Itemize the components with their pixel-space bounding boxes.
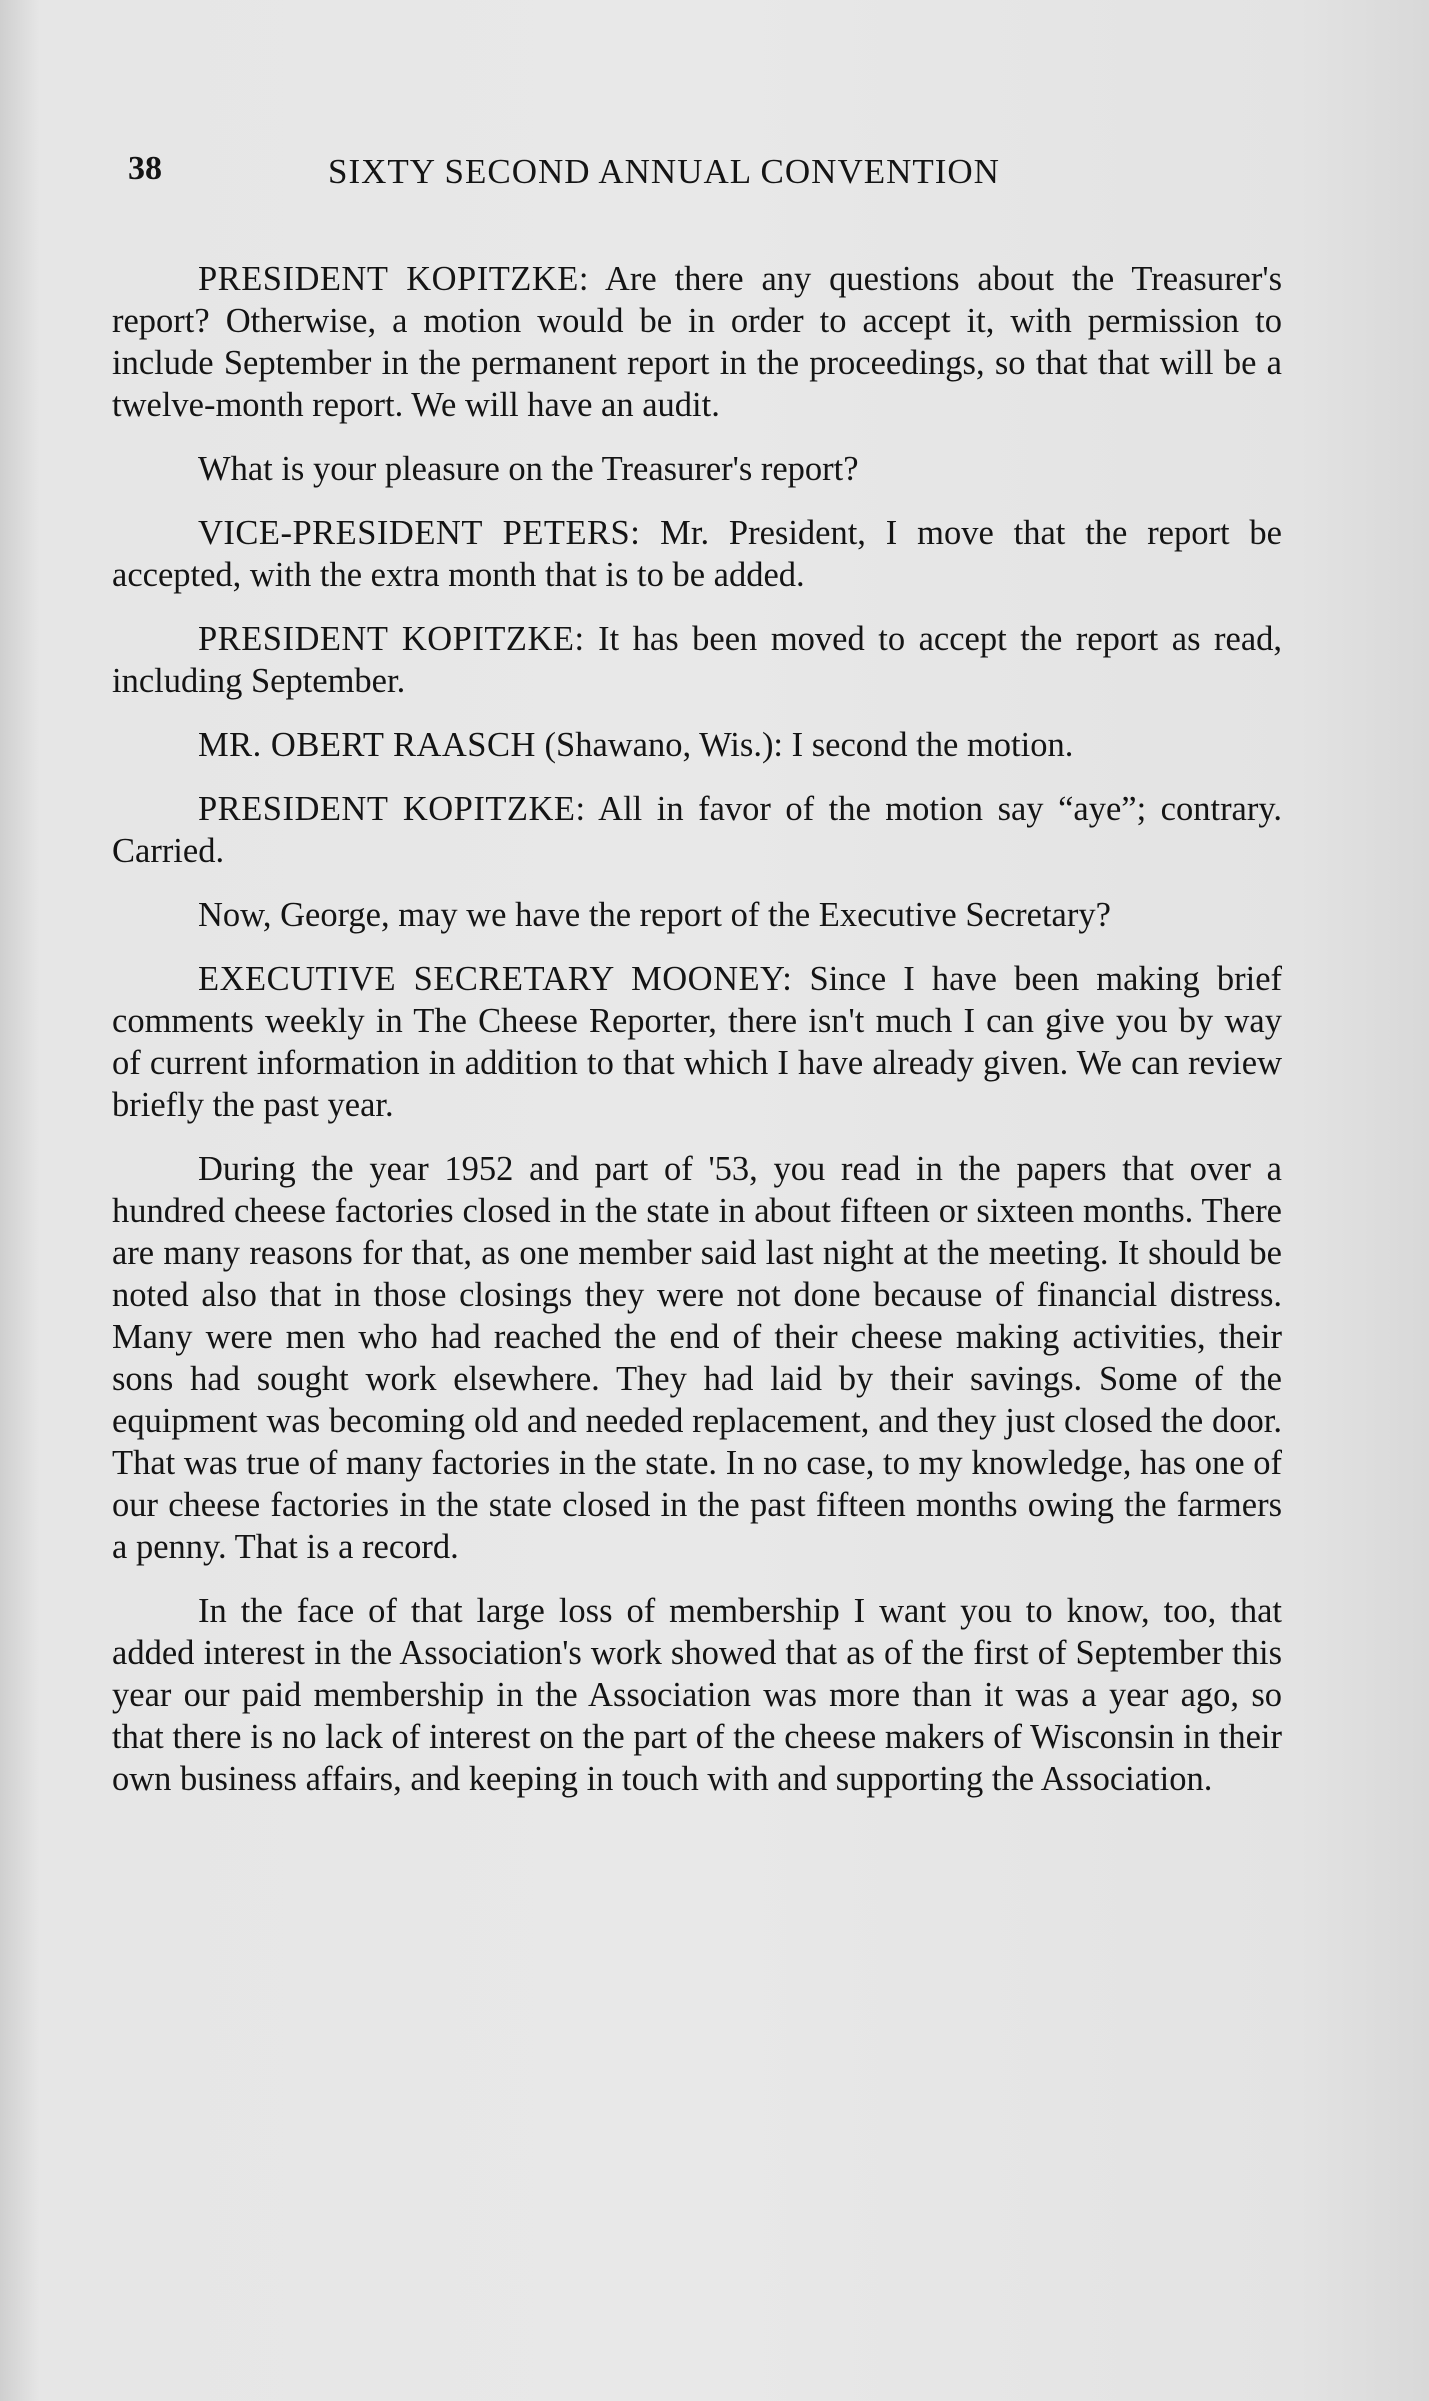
paragraph [112,448,1282,490]
paragraph-text: (Shawano, Wis.): I second the motion. [535,726,1074,764]
running-head: SIXTY SECOND ANNUAL CONVENTION [328,152,1000,191]
paragraph [112,618,1282,702]
paragraph-text: It has been moved to accept the report as read, including September. [112,620,1283,700]
speaker-label: PRESIDENT KOPITZKE: [198,790,586,828]
speaker-label: MR. OBERT RAASCH [198,726,536,764]
speaker-label: PRESIDENT KOPITZKE: [198,260,589,298]
paragraph [112,724,1282,766]
paragraph-text: Now, George, may we have the report of the Executive Secretary? [198,896,1111,934]
paragraph [112,258,1282,426]
paragraph [112,894,1282,936]
paragraph-text: Mr. President, I move that the report be accepted, with the extra month that is to be added. [112,514,1282,594]
paragraph-text: During the year 1952 and part of '53, you read in the papers that over a hundred cheese factories closed in the state in about fifteen or sixteen months. There are many reasons for that, as one member said last night at the meeting. It should be noted also that in those closings they were not done because of financial distress. Many were men who had reached the end of their cheese making activities, their sons had sought work elsewhere. They had laid by their savings. Some of the equipment was becoming old and needed replacement, and they just closed the door. That was true of many factories in the state. In no case, to my knowledge, has one of our cheese factories in the state closed in the past fifteen months owing the farmers a penny. That is a record. [112,1150,1282,1566]
paragraph-text: Are there any questions about the Treasurer's report? Otherwise, a motion would be in order to accept it, with permission to include September in the permanent report in the proceedings, so that that will be a twelve-month report. We will have an audit. [112,260,1283,424]
paragraph [112,788,1282,872]
speaker-label: VICE-PRESIDENT PETERS: [198,514,641,552]
paragraph-text: Since I have been making brief comments weekly in The Cheese Reporter, there isn't much I can give you by way of current information in addition to that which I have already given. We can review briefly the past year. [112,960,1283,1124]
paragraph [112,512,1282,596]
body-text [112,258,1282,1822]
paragraph [112,1148,1282,1568]
paragraph-text: All in favor of the motion say “aye”; contrary. Carried. [112,790,1282,870]
speaker-label: PRESIDENT KOPITZKE: [198,620,585,658]
paragraph [112,958,1282,1126]
paragraph-text: What is your pleasure on the Treasurer's report? [198,450,859,488]
paragraph-text: In the face of that large loss of membership I want you to know, too, that added interest in the Association's work showed that as of the first of September this year our paid membership in the Association was more than it was a year ago, so that there is no lack of interest on the part of the cheese makers of Wisconsin in their own business affairs, and keeping in touch with and supporting the Association. [112,1592,1282,1798]
page-header [128,150,1088,200]
paragraph [112,1590,1282,1800]
speaker-label: EXECUTIVE SECRETARY MOONEY: [198,960,793,998]
page-number: 38 [128,150,162,187]
